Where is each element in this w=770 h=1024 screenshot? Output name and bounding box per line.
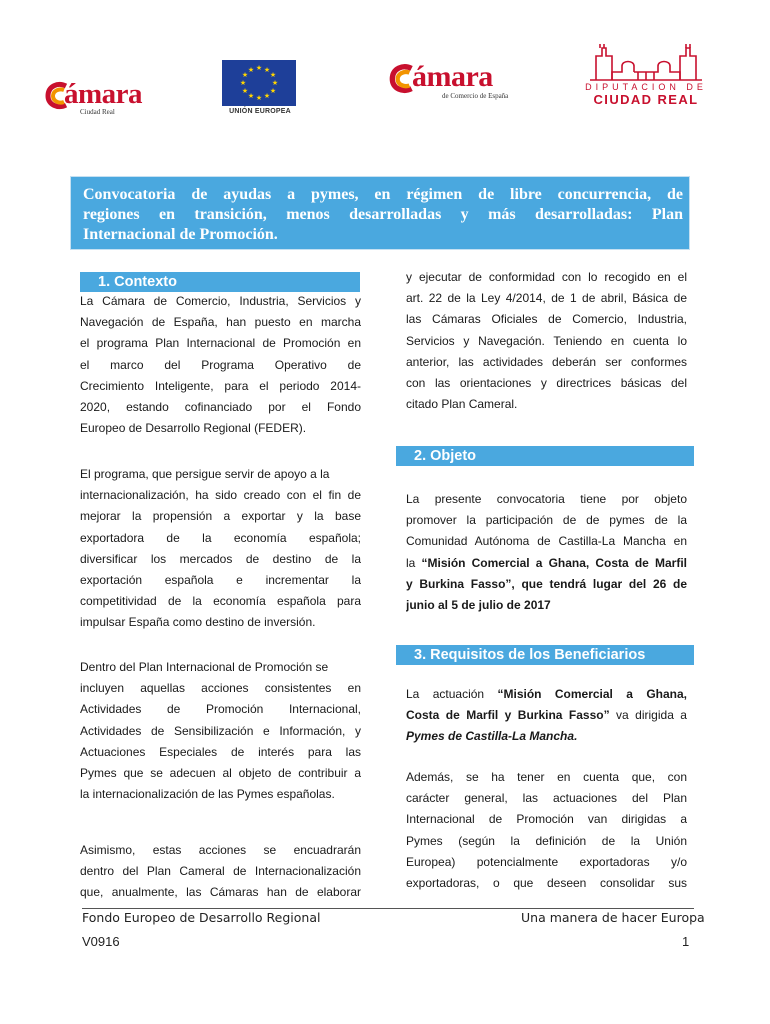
text-line: la internacionalización de las Pymes españolas. xyxy=(80,787,335,802)
text-line: y ejecutar de conformidad con lo recogido en el xyxy=(406,270,687,284)
paragraph-requisitos xyxy=(406,684,687,748)
eu-logo xyxy=(222,60,298,120)
camara-sub-label: de Comercio de España xyxy=(442,92,509,100)
camara-sub-label: Ciudad Real xyxy=(80,108,115,116)
svg-text:★: ★ xyxy=(239,79,247,87)
text-line: el programa Plan Internacional de Promoción en xyxy=(80,336,361,351)
text-line: las Cámaras Oficiales de Comercio, Industria, xyxy=(406,312,687,327)
text-line: carácter general, las actuaciones del Plan xyxy=(406,791,687,806)
svg-text:★: ★ xyxy=(255,94,263,102)
diputacion-logo xyxy=(582,42,714,110)
text-line xyxy=(406,705,687,726)
title-line: Convocatoria de ayudas a pymes, en régimen de libre concurrencia, de xyxy=(83,186,683,203)
text-line: exportadoras, o que deseen consolidar sus xyxy=(406,876,687,891)
text-line: Dentro del Plan Internacional de Promoción se xyxy=(80,660,329,674)
text-line: el marco del Programa Operativo de xyxy=(80,357,361,372)
svg-text:★: ★ xyxy=(263,66,271,74)
eu-flag-icon xyxy=(222,60,296,106)
mission-dates-bold: y Burkina Fasso”, que tendrá lugar del 26 de xyxy=(406,576,687,591)
section-heading-label: 3. Requisitos de los Beneficiarios xyxy=(414,647,646,663)
text-line: Internacional de Promoción van dirigidas a xyxy=(406,812,687,827)
title-line: regiones en transición, menos desarrolladas y más desarrolladas: Plan xyxy=(83,206,683,223)
text-line: dentro del Plan Cameral de Internacionalización xyxy=(80,864,361,879)
text-line: La Cámara de Comercio, Industria, Servicios y xyxy=(80,294,361,308)
svg-text:★: ★ xyxy=(247,92,255,100)
text-line: Crecimiento Inteligente, para el periodo 2014- xyxy=(80,378,361,393)
document-version: V0916 xyxy=(82,934,120,949)
text-line: art. 22 de la Ley 4/2014, de 1 de abril, Básica de xyxy=(406,291,687,306)
svg-text:★: ★ xyxy=(269,87,277,95)
text-line: Navegación de España, han puesto en marcha xyxy=(80,315,361,330)
footer-fund-label: Fondo Europeo de Desarrollo Regional xyxy=(82,910,321,925)
text-line: Pymes que se adecuen al objeto de contribuir a xyxy=(80,766,361,781)
text-line: Además, se ha tener en cuenta que, con xyxy=(406,770,687,784)
paragraph-contexto-continued xyxy=(406,267,687,415)
text-line: exportadora de la economía española; xyxy=(80,530,361,545)
mission-name-bold: “Misión Comercial a Ghana, Costa de Marfil xyxy=(421,555,687,570)
paragraph-contexto-1 xyxy=(80,291,361,439)
svg-text:★: ★ xyxy=(263,92,271,100)
building-icon xyxy=(582,42,710,82)
footer-divider xyxy=(82,908,694,909)
paragraph-contexto-4 xyxy=(80,840,361,904)
text-fragment: va dirigida a xyxy=(609,708,687,723)
svg-text:★: ★ xyxy=(255,64,263,72)
camara-wordmark: ámara xyxy=(64,78,143,110)
text-line: que, anualmente, las Cámaras han de elaborar xyxy=(80,885,361,900)
camara-ciudad-real-logo xyxy=(44,78,174,122)
text-line: incluyen aquellas acciones consistentes en xyxy=(80,681,361,696)
diputacion-line2: CIUDAD REAL xyxy=(593,92,699,107)
page-number: 1 xyxy=(682,934,690,949)
text-line: Actividades de Sensibilización e Información, y xyxy=(80,723,361,738)
text-line: El programa, que persigue servir de apoyo a la xyxy=(80,467,330,481)
eu-caption: UNIÓN EUROPEA xyxy=(229,108,291,115)
section-heading-label: 2. Objeto xyxy=(414,448,477,464)
text-line: competitividad de la economía española para xyxy=(80,594,361,609)
svg-text:★: ★ xyxy=(271,79,279,87)
svg-text:★: ★ xyxy=(241,71,249,79)
paragraph-contexto-3 xyxy=(80,657,361,805)
text-fragment: La actuación xyxy=(406,687,498,701)
text-line: Actuaciones Especiales de interés para las xyxy=(80,744,361,759)
title-banner xyxy=(70,176,690,250)
text-line: 2020, estando cofinanciado por el Fondo xyxy=(80,400,361,415)
text-fragment: la xyxy=(406,555,422,570)
diputacion-line1: DIPUTACION DE xyxy=(585,82,707,92)
text-line: mejorar la propensión a exportar y la base xyxy=(80,509,361,524)
text-line: impulsar España como destino de inversión. xyxy=(80,615,316,630)
camara-wordmark: ámara xyxy=(412,60,493,93)
mission-name-bold: “Misión Comercial a Ghana, xyxy=(497,687,687,701)
text-line: Europea) potencialmente exportadoras y/o xyxy=(406,854,687,869)
paragraph-ademas xyxy=(406,767,687,894)
footer-motto: Una manera de hacer Europa xyxy=(521,910,705,925)
text-line: Comunidad Autónoma de Castilla-La Mancha en xyxy=(406,534,687,549)
camara-espana-logo xyxy=(388,60,528,110)
text-line xyxy=(406,553,687,574)
section-heading-label: 1. Contexto xyxy=(98,274,177,290)
beneficiaries-bold-italic: Pymes de Castilla-La Mancha. xyxy=(406,729,578,744)
text-line xyxy=(406,684,687,705)
mission-dates-bold: junio al 5 de julio de 2017 xyxy=(406,598,551,613)
title-line: Internacional de Promoción. xyxy=(83,226,278,243)
text-line: Actividades de Promoción Internacional, xyxy=(80,702,361,717)
text-line: anterior, las actividades deberán ser conformes xyxy=(406,354,687,369)
text-line: diversificar los mercados de destino de la xyxy=(80,551,361,566)
text-line: Europeo de Desarrollo Regional (FEDER). xyxy=(80,421,307,436)
mission-name-bold: Costa de Marfil y Burkina Fasso” xyxy=(406,708,610,723)
text-line: Asimismo, estas acciones se encuadrarán xyxy=(80,843,361,857)
text-line: con las orientaciones y directrices básicas del xyxy=(406,376,687,391)
svg-text:★: ★ xyxy=(247,66,255,74)
text-line: citado Plan Cameral. xyxy=(406,397,518,412)
document-title xyxy=(83,185,683,245)
section-heading-requisitos xyxy=(396,645,694,665)
text-line: promover la participación de de pymes de la xyxy=(406,513,687,528)
text-line: internacionalización, ha sido creado con el fin de xyxy=(80,488,361,503)
section-heading-contexto xyxy=(80,272,360,292)
text-line: Servicios y Navegación. Teniendo en cuenta lo xyxy=(406,333,687,348)
svg-text:★: ★ xyxy=(241,87,249,95)
text-line: Pymes (según la definición de la Unión xyxy=(406,833,687,848)
svg-text:★: ★ xyxy=(269,71,277,79)
section-heading-objeto xyxy=(396,446,694,466)
paragraph-objeto xyxy=(406,489,687,616)
text-line: La presente convocatoria tiene por objeto xyxy=(406,492,687,506)
text-line: exportación española e incrementar la xyxy=(80,573,361,588)
paragraph-contexto-2 xyxy=(80,464,361,634)
